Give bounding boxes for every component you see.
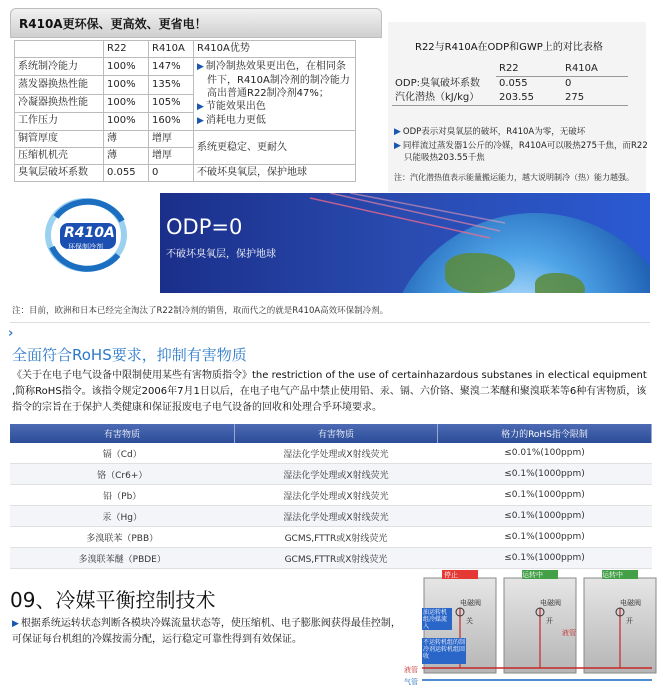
table-row: [10, 506, 652, 527]
bullet-icon: ▶: [12, 619, 19, 629]
table-header-cell: R410A: [562, 62, 628, 77]
section-title: R410A更环保、更高效、更省电！: [19, 17, 207, 31]
substance-cell: 多溴联苯醚（PBDE）: [10, 548, 235, 569]
odp-note: [394, 126, 644, 138]
odp-gwp-title: R22与R410A在ODP和GWP上的对比表格: [415, 42, 603, 53]
r22-value: 100%: [104, 58, 149, 76]
pipe-label: 液管: [562, 629, 576, 637]
odp-footnote: 注：汽化潜热值表示能量搬运能力，越大说明制冷（热）能力越强。: [394, 173, 634, 182]
substance-cell: 铅（Pb）: [10, 485, 235, 506]
limit-cell: ≤0.1%(1000ppm): [438, 506, 652, 527]
limit-cell: ≤0.1%(1000ppm): [438, 548, 652, 569]
table-header-cell: [392, 62, 496, 77]
eu-note: 注：目前，欧洲和日本已经完全淘汰了R22制冷剂的销售，取而代之的就是R410A高效环保制冷剂。: [12, 306, 389, 316]
table-row: [392, 77, 628, 92]
limit-cell: ≤0.1%(1000ppm): [438, 485, 652, 506]
table-row: [15, 165, 356, 182]
chevron-right-icon: ›: [8, 326, 14, 341]
table-row: [10, 548, 652, 569]
r410a-value: 275: [562, 91, 628, 106]
refrigerant-balance-diagram: [402, 568, 660, 695]
rohs-table: [10, 424, 652, 569]
rohs-heading: 全面符合RoHS要求，抑制有害物质: [12, 346, 247, 364]
row-label: 汽化潜热（kJ/kg）: [392, 91, 496, 106]
table-row: [15, 131, 356, 148]
r22-value: 0.055: [499, 78, 528, 89]
refrigerant-diagram-icon: [402, 568, 660, 695]
logo-subtext: 环保制冷剂: [68, 243, 103, 251]
banner-headline: ODP=0: [166, 215, 243, 239]
table-header-row: [10, 424, 652, 443]
r22-value: 100%: [104, 94, 149, 112]
method-cell: GCMS,FTTR或X射线荧光: [235, 527, 438, 548]
table-row: [10, 464, 652, 485]
r410a-logo: [38, 195, 138, 275]
table-header-cell: 有害物质: [235, 424, 438, 443]
r22-value: 0.055: [104, 165, 149, 182]
light-rays-icon: [310, 193, 510, 253]
limit-cell: ≤0.1%(1000ppm): [438, 527, 652, 548]
bullet-icon: ▶: [394, 141, 401, 151]
table-row: [10, 485, 652, 506]
advantage-text: 节能效果出色: [205, 101, 266, 112]
substance-cell: 汞（Hg）: [10, 506, 235, 527]
banner-subtext: 不破坏臭氧层，保护地球: [166, 249, 276, 260]
method-cell: 湿法化学处理或X射线荧光: [235, 485, 438, 506]
advantages-cell: [194, 58, 356, 131]
section-header: [10, 8, 382, 38]
bullet-icon: ▶: [197, 62, 204, 72]
logo-text: R410A: [64, 225, 115, 241]
landmass: [535, 273, 585, 293]
section09-paragraph: [12, 616, 402, 648]
valve-label: 电磁阀: [620, 599, 641, 607]
limit-cell: ≤0.01%(100ppm): [438, 443, 652, 464]
table-header-cell: R22: [496, 62, 562, 77]
valve-state: 关: [466, 617, 473, 625]
substance-cell: 多溴联苯（PBB）: [10, 527, 235, 548]
odp-banner: [160, 193, 650, 293]
table-row: [15, 58, 356, 76]
row-label: 蒸发器换热性能: [15, 76, 104, 94]
row-label: ODP:臭氧破坏系数: [395, 77, 480, 89]
odp-note-text: ODP表示对臭氧层的破坏，R410A为零，无破坏: [402, 127, 586, 137]
r22-value: 薄: [104, 148, 149, 165]
pipe-label: 液管: [404, 666, 418, 674]
limit-cell: ≤0.1%(1000ppm): [438, 464, 652, 485]
valve-state: 开: [546, 617, 553, 625]
table-header-row: [15, 41, 356, 58]
unit-status-label: 运转中: [602, 571, 623, 579]
advantages-cell: 不破坏臭氧层，保护地球: [194, 165, 356, 182]
advantage-text: 制冷制热效果更出色，在相同条件下，R410A制冷剂的制冷能力高出普通R22制冷剂47%；: [205, 61, 350, 99]
table-header-cell: R22: [104, 41, 149, 58]
section09-text: 根据系统运转状态判断各模块冷媒流量状态等，使压缩机、电子膨胀阀获得最佳控制，可保证每台机组的冷媒按需分配，运行稳定可靠性得到有效保证。: [12, 618, 401, 645]
r410a-value: 0: [149, 165, 194, 182]
advantage-item: [197, 100, 352, 114]
table-header-row: [392, 62, 628, 77]
r410a-value: 增厚: [149, 148, 194, 165]
r22-value: 100%: [104, 76, 149, 94]
section09-heading: 09、冷媒平衡控制技术: [10, 588, 216, 612]
r410a-value: 160%: [149, 112, 194, 130]
table-header-cell: 格力的RoHS指令限制: [438, 424, 652, 443]
r22-value: 薄: [104, 131, 149, 148]
callout-recovery: 不运转机组的制冷剂运转机组回收: [423, 639, 466, 660]
advantage-text: 消耗电力更低: [205, 115, 266, 126]
row-label: 冷凝器换热性能: [15, 94, 104, 112]
valve-label: 电磁阀: [460, 599, 481, 607]
table-row: [392, 91, 628, 106]
unit-status-label: 停止: [444, 571, 458, 579]
bullet-icon: ▶: [197, 102, 204, 112]
row-label: 臭氧层破坏系数: [15, 165, 104, 182]
bullet-icon: ▶: [197, 116, 204, 126]
divider: [10, 322, 650, 323]
method-cell: 湿法化学处理或X射线荧光: [235, 464, 438, 485]
odp-gwp-table: [392, 62, 628, 106]
unit-status-label: 运转中: [522, 571, 543, 579]
table-header-cell: R410A: [149, 41, 194, 58]
advantage-item: [197, 60, 352, 100]
valve-state: 开: [626, 617, 633, 625]
table-header-cell: [15, 41, 104, 58]
r410a-value: 增厚: [149, 131, 194, 148]
r410a-value: 0: [565, 78, 572, 89]
advantage-item: [197, 114, 352, 128]
method-cell: 湿法化学处理或X射线荧光: [235, 506, 438, 527]
landmass: [445, 253, 515, 293]
table-row: [10, 443, 652, 464]
table-header-cell: R410A优势: [194, 41, 356, 58]
table-header-cell: 有害物质: [10, 424, 235, 443]
bullet-icon: ▶: [394, 127, 401, 137]
table-row: [10, 527, 652, 548]
row-label: 工作压力: [15, 112, 104, 130]
method-cell: 湿法化学处理或X射线荧光: [235, 443, 438, 464]
r410a-compare-table: [14, 40, 356, 182]
odp-note: [394, 140, 654, 164]
r22-value: 100%: [104, 112, 149, 130]
row-label: 铜管厚度: [15, 131, 104, 148]
row-label: 压缩机机壳: [15, 148, 104, 165]
r410a-value: 105%: [149, 94, 194, 112]
pipe-label: 气管: [404, 678, 418, 686]
r410a-value: 135%: [149, 76, 194, 94]
valve-label: 电磁阀: [540, 599, 561, 607]
rohs-paragraph: 《关于在电子电气设备中限制使用某些有害物质指令》the restriction of the use of certainhazardous substanes in electical equipment ,简称RoHS指令。该指令规定2006年7月1日以后，在电子电气产品中禁止使用铅、汞、镉、六价铬、聚溴二苯醚和聚溴联苯等6种有害物质，该指令的宗旨在于保护人类健康和保证报废电子电气设备的回收和处理合乎环境要求。: [12, 370, 647, 413]
substance-cell: 铬（Cr6+）: [10, 464, 235, 485]
row-label: 系统制冷能力: [15, 58, 104, 76]
r410a-value: 147%: [149, 58, 194, 76]
advantages-cell: 系统更稳定、更耐久: [194, 131, 356, 165]
callout-inflow: 油运转机组冷媒流入: [423, 609, 448, 630]
r22-value: 203.55: [496, 91, 562, 106]
method-cell: GCMS,FTTR或X射线荧光: [235, 548, 438, 569]
substance-cell: 镉（Cd）: [10, 443, 235, 464]
odp-note-text: 同样流过蒸发器1公斤的冷媒，R410A可以吸热275千焦，而R22只能吸热203.55千焦: [402, 141, 648, 163]
